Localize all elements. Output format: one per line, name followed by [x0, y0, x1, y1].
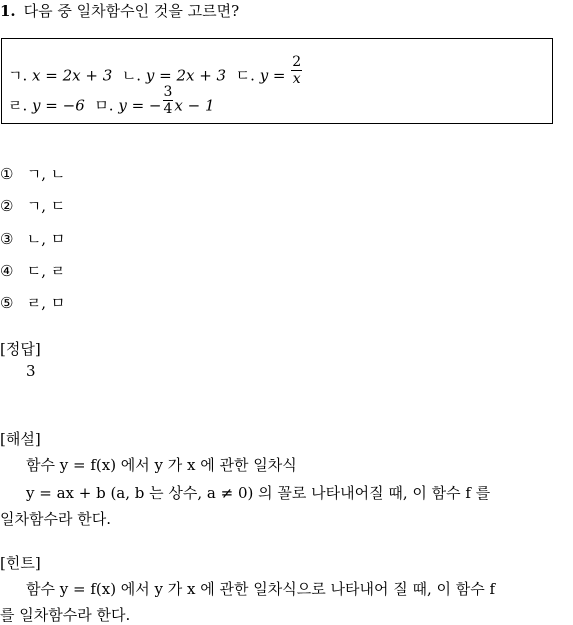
choice-text: ㄴ, ㅁ: [26, 230, 66, 248]
question-number: 1.: [0, 2, 16, 20]
hint-line-1: 함수 y = f(x) 에서 y 가 x 에 관한 일차식으로 나타내어 질 때, 이 함수 f: [26, 580, 496, 598]
item-label-giyeok: ㄱ.: [8, 66, 28, 85]
explanation-line-2: y = ax + b (a, b 는 상수, a ≠ 0) 의 꼴로 나타내어질 때, 이 함수 f 를: [26, 484, 491, 502]
item-expr-giyeok: x = 2x + 3: [32, 66, 113, 85]
fraction-denominator: x: [292, 71, 301, 87]
choice-4[interactable]: [0, 260, 65, 281]
explanation-heading: [해설]: [0, 430, 41, 448]
answer-value: 3: [26, 362, 36, 380]
fraction-denominator: 4: [163, 101, 173, 117]
choice-text: ㄱ, ㄴ: [26, 165, 66, 183]
candidate-row-2: [8, 84, 215, 123]
choice-1[interactable]: [0, 163, 65, 184]
item-label-nieun: ㄴ.: [121, 66, 142, 85]
choice-3[interactable]: [0, 228, 65, 249]
choice-text: ㄱ, ㄷ: [26, 197, 66, 215]
item-label-rieul: ㄹ.: [8, 96, 28, 115]
item-label-mieum: ㅁ.: [94, 96, 114, 115]
choice-number: ①: [0, 165, 14, 183]
choice-5[interactable]: [0, 292, 65, 313]
item-expr-digeut-prefix: y =: [259, 66, 286, 85]
choice-number: ③: [0, 230, 14, 248]
item-expr-nieun: y = 2x + 3: [145, 66, 227, 85]
item-expr-mieum-prefix: y = −: [118, 96, 162, 115]
hint-line-2: 를 일차함수라 한다.: [0, 606, 131, 624]
candidate-row-1: [8, 54, 303, 93]
item-label-digeut: ㄷ.: [235, 66, 255, 85]
choice-number: ⑤: [0, 294, 14, 312]
question-text: 다음 중 일차함수인 것을 고르면?: [23, 2, 240, 20]
choice-number: ②: [0, 197, 14, 215]
choice-number: ④: [0, 262, 14, 280]
choice-text: ㄷ, ㄹ: [26, 262, 66, 280]
fraction-numerator: 2: [292, 54, 302, 70]
explanation-line-1: 함수 y = f(x) 에서 y 가 x 에 관한 일차식: [26, 456, 297, 474]
item-expr-rieul: y = −6: [32, 96, 85, 115]
item-expr-mieum-suffix: x − 1: [174, 96, 215, 115]
fraction-numerator: 3: [163, 84, 173, 100]
fraction-2-over-x: [291, 54, 302, 87]
explanation-line-3: 일차함수라 한다.: [0, 510, 111, 528]
question-title: [0, 0, 239, 21]
choice-2[interactable]: [0, 195, 65, 216]
hint-heading: [힌트]: [0, 554, 41, 572]
fraction-3-over-4: [163, 84, 174, 117]
answer-heading: [정답]: [0, 340, 41, 358]
choice-text: ㄹ, ㅁ: [26, 294, 66, 312]
